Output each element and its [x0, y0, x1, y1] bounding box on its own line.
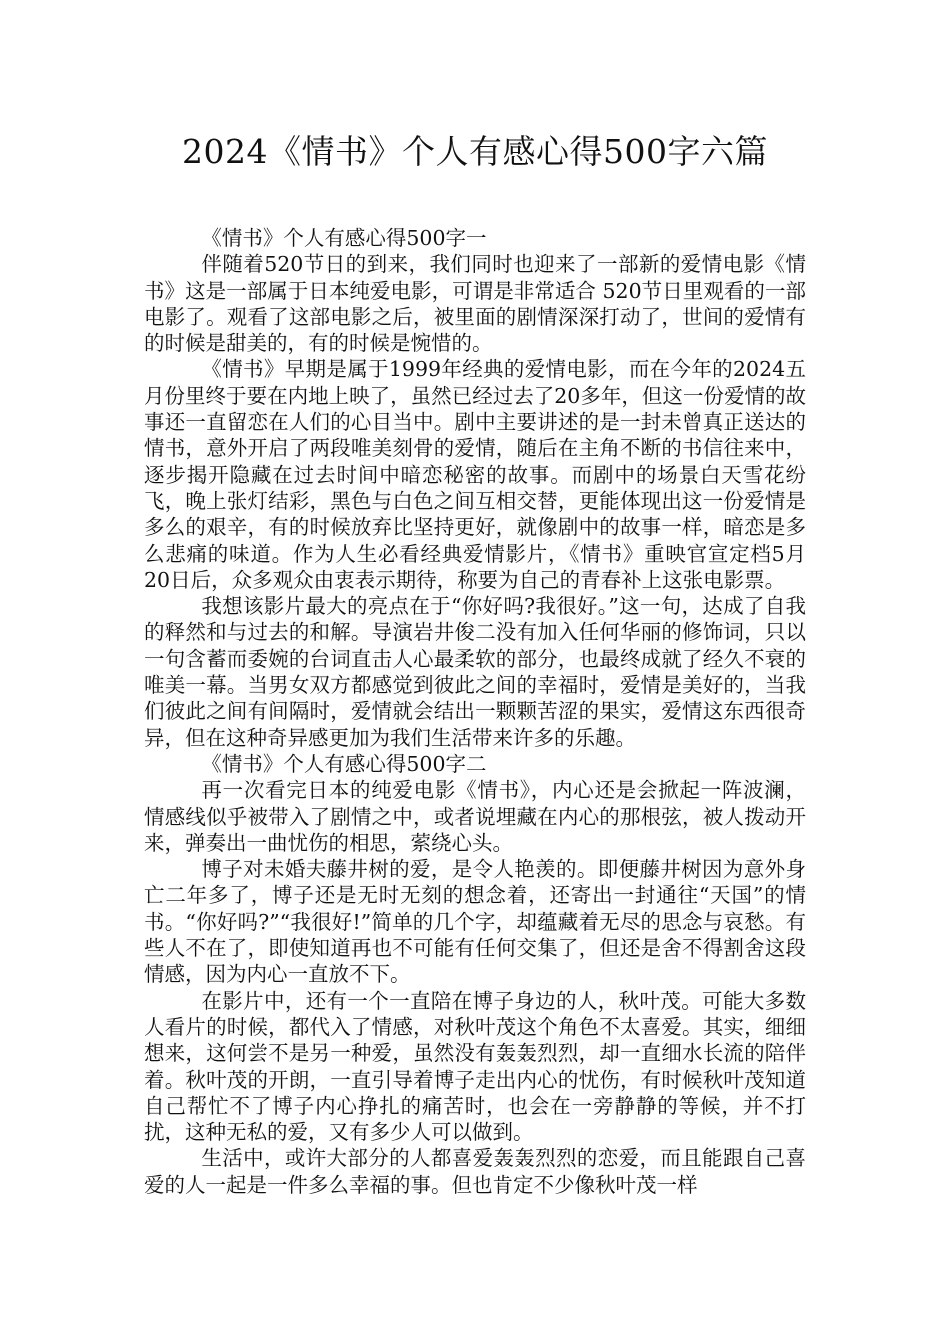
body-paragraph: 再一次看完日本的纯爱电影《情书》，内心还是会掀起一阵波澜，情感线似乎被带入了剧情之中，或者说埋藏在内心的那根弦，被人拨动开来，弹奏出一曲忧伤的相思，萦绕心头。: [144, 778, 806, 855]
body-paragraph: 《情书》早期是属于1999年经典的爱情电影，而在今年的2024五月份里终于要在内地上映了，虽然已经过去了20多年，但这一份爱情的故事还一直留恋在人们的心目当中。剧中主要讲述的是一封未曾真正送达的情书，意外开启了两段唯美刻骨的爱情，随后在主角不断的书信往来中，逐步揭开隐藏在过去时间中暗恋秘密的故事。而剧中的场景白天雪花纷飞，晚上张灯结彩，黑色与白色之间互相交替，更能体现出这一份爱情是多么的艰辛，有的时候放弃比坚持更好，就像剧中的故事一样，暗恋是多么悲痛的味道。作为人生必看经典爱情影片，《情书》重映官宣定档5月20日后，众多观众由衷表示期待，称要为自己的青春补上这张电影票。: [144, 357, 806, 592]
document-body: [144, 225, 806, 1198]
body-paragraph: 我想该影片最大的亮点在于“你好吗?我很好。”这一句，达成了自我的释然和与过去的和解。导演岩井俊二没有加入任何华丽的修饰词，只以一句含蓄而委婉的台词直击人心最柔软的部分，也最终成就了经久不衰的唯美一幕。当男女双方都感觉到彼此之间的幸福时，爱情是美好的，当我们彼此之间有间隔时，爱情就会结出一颗颗苦涩的果实，爱情这东西很奇异，但在这种奇异感更加为我们生活带来许多的乐趣。: [144, 594, 806, 750]
body-paragraph: 在影片中，还有一个一直陪在博子身边的人，秋叶茂。可能大多数人看片的时候，都代入了情感，对秋叶茂这个角色不太喜爱。其实，细细想来，这何尝不是另一种爱，虽然没有轰轰烈烈，却一直细水长流的陪伴着。秋叶茂的开朗，一直引导着博子走出内心的忧伤，有时候秋叶茂知道自己帮忙不了博子内心挣扎的痛苦时，也会在一旁静静的等候，并不打扰，这种无私的爱，又有多少人可以做到。: [144, 988, 806, 1145]
section-heading: 《情书》个人有感心得500字一: [201, 226, 487, 250]
body-paragraph: 博子对未婚夫藤井树的爱，是令人艳羡的。即便藤井树因为意外身亡二年多了，博子还是无时无刻的想念着，还寄出一封通往“天国”的情书。“你好吗?”“我很好!”简单的几个字，却蕴藏着无尽的思念与哀愁。有些人不在了，即使知道再也不可能有任何交集了，但还是舍不得割舍这段情感，因为内心一直放不下。: [144, 857, 806, 987]
section-heading: 《情书》个人有感心得500字二: [201, 751, 487, 776]
body-paragraph: 生活中，或许大部分的人都喜爱轰轰烈烈的恋爱，而且能跟自己喜爱的人一起是一件多么幸福的事。但也肯定不少像秋叶茂一样: [144, 1146, 806, 1197]
document-title: 2024《情书》个人有感心得500字六篇: [182, 132, 768, 171]
body-paragraph: 伴随着520节日的到来，我们同时也迎来了一部新的爱情电影《情书》这是一部属于日本纯爱电影，可谓是非常适合 520节日里观看的一部电影了。观看了这部电影之后，被里面的剧情深深打动了，世间的爱情有的时候是甜美的，有的时候是惋惜的。: [144, 252, 806, 356]
